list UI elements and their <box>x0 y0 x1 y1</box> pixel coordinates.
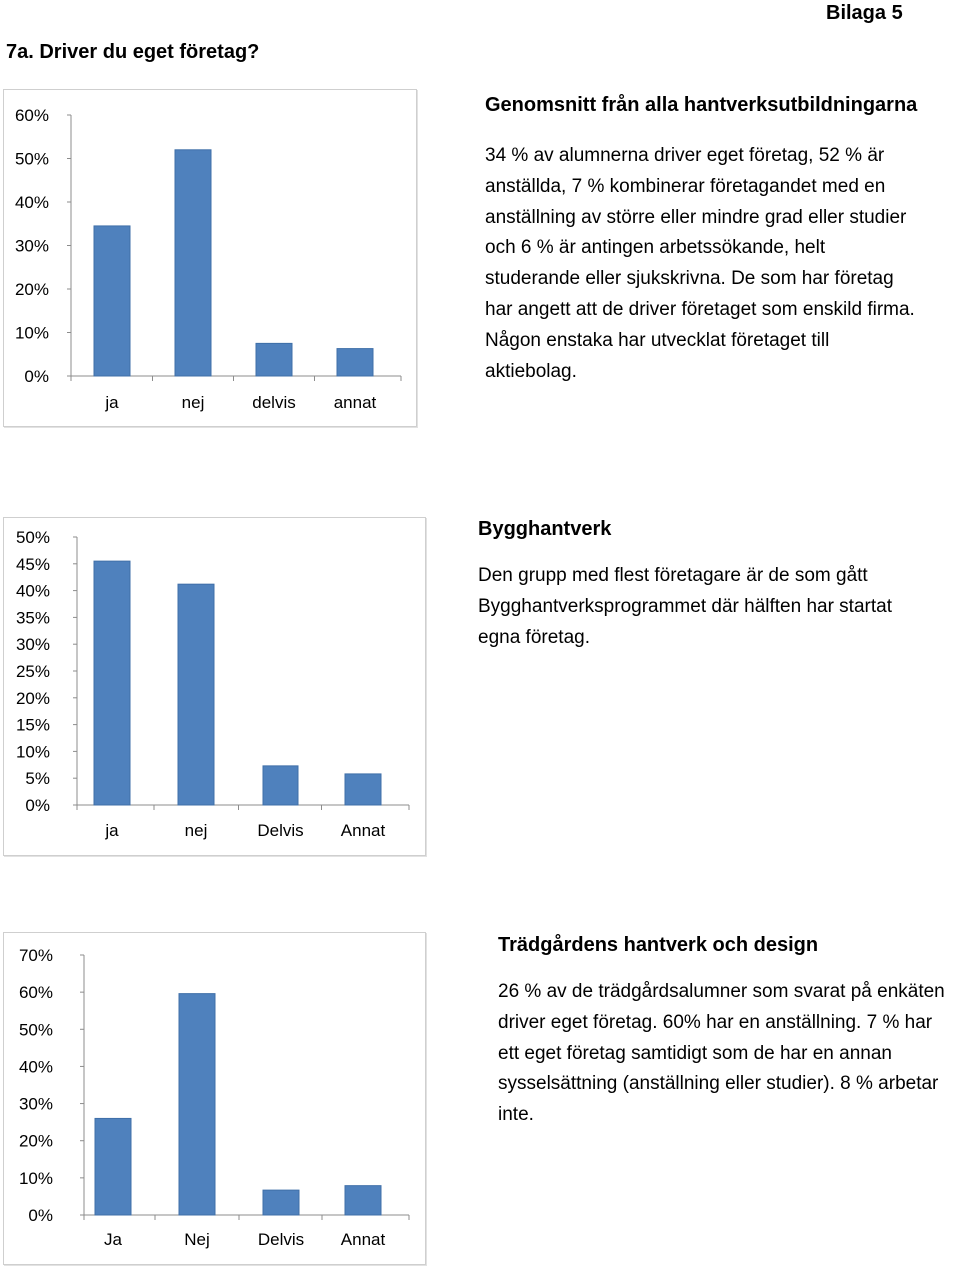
y-tick-label: 0% <box>24 367 49 386</box>
section-bygghantverk-heading: Bygghantverk <box>478 518 612 540</box>
x-category-label: ja <box>105 393 119 412</box>
y-tick-label: 50% <box>15 528 50 547</box>
bar-annat <box>337 349 373 376</box>
chart-bygghantverk <box>3 517 426 856</box>
bar-ja <box>94 226 130 376</box>
section-bygghantverk <box>478 518 938 653</box>
bar-nej <box>175 150 211 376</box>
bar-ja <box>94 561 130 805</box>
x-category-label: Nej <box>184 1230 210 1249</box>
bar-delvis <box>263 766 298 805</box>
y-tick-label: 50% <box>14 149 49 169</box>
y-tick-label: 60% <box>14 106 49 125</box>
y-tick-label: 0% <box>28 1206 53 1225</box>
x-category-label: Delvis <box>257 821 304 840</box>
section-tradgard <box>498 934 958 1131</box>
y-tick-label: 30% <box>15 635 50 655</box>
section-tradgard-heading: Trädgårdens hantverk och design <box>498 934 819 956</box>
y-tick-label: 45% <box>15 554 50 574</box>
chart-bygghantverk-svg <box>4 518 425 855</box>
y-tick-label: 0% <box>25 796 50 815</box>
x-category-label: annat <box>333 393 377 412</box>
x-category-label: ja <box>105 821 119 840</box>
y-tick-label: 40% <box>15 581 50 601</box>
y-tick-label: 15% <box>15 715 50 735</box>
y-tick-label: 10% <box>14 323 49 343</box>
section-average-body: 34 % av alumnerna driver eget företag, 52 % är anställda, 7 % kombinerar företagandet med en anställning av större eller mindre grad eller studier och 6 % är antingen arbetssökande, helt studerande eller sjukskrivna. De som har företag har angett att de driver företaget som enskild firma. Någon enstaka har utvecklat företaget till aktiebolag. <box>485 145 915 382</box>
y-tick-label: 20% <box>15 688 50 708</box>
question-title: 7a. Driver du eget företag? <box>6 41 260 63</box>
x-category-label: Delvis <box>257 1230 305 1249</box>
y-tick-label: 50% <box>18 1020 53 1040</box>
bar-ja <box>95 1118 131 1215</box>
y-tick-label: 20% <box>18 1131 53 1151</box>
section-tradgard-body: 26 % av de trädgårdsalumner som svarat på enkäten driver eget företag. 60% har en anställning. 7 % har ett eget företag samtidigt som de har en annan sysselsättning (anställning eller studier). 8 % arbetar inte. <box>498 981 945 1126</box>
chart-tradgard <box>3 932 426 1265</box>
bar-annat <box>345 1186 381 1215</box>
y-tick-label: 10% <box>18 1168 53 1188</box>
y-tick-label: 10% <box>15 742 50 762</box>
appendix-label: Bilaga 5 <box>826 2 903 24</box>
x-category-label: Annat <box>340 1230 386 1249</box>
y-tick-label: 70% <box>18 946 53 965</box>
bar-delvis <box>263 1190 299 1215</box>
y-tick-label: 40% <box>18 1057 53 1077</box>
y-tick-label: 40% <box>14 193 49 212</box>
y-tick-label: 35% <box>15 608 50 628</box>
bar-delvis <box>256 343 292 376</box>
bar-nej <box>178 584 214 805</box>
section-average <box>485 94 925 387</box>
x-category-label: delvis <box>252 393 296 412</box>
y-tick-label: 60% <box>18 983 53 1003</box>
x-category-label: nej <box>184 821 208 840</box>
chart-average <box>3 89 417 427</box>
bar-annat <box>345 774 381 805</box>
y-tick-label: 30% <box>14 236 49 256</box>
x-category-label: Ja <box>104 1230 122 1249</box>
bar-nej <box>179 994 215 1215</box>
y-tick-label: 25% <box>15 662 50 681</box>
y-tick-label: 20% <box>14 280 49 299</box>
y-tick-label: 30% <box>18 1094 53 1114</box>
section-bygghantverk-body: Den grupp med flest företagare är de som gått Bygghantverksprogrammet där hälften har startat egna företag. <box>478 565 892 648</box>
x-category-label: nej <box>181 393 205 412</box>
section-average-heading: Genomsnitt från alla hantverksutbildningarna <box>485 94 918 116</box>
chart-tradgard-svg <box>4 933 425 1264</box>
x-category-label: Annat <box>340 821 386 840</box>
y-tick-label: 5% <box>25 769 50 789</box>
chart-average-svg <box>4 90 416 426</box>
